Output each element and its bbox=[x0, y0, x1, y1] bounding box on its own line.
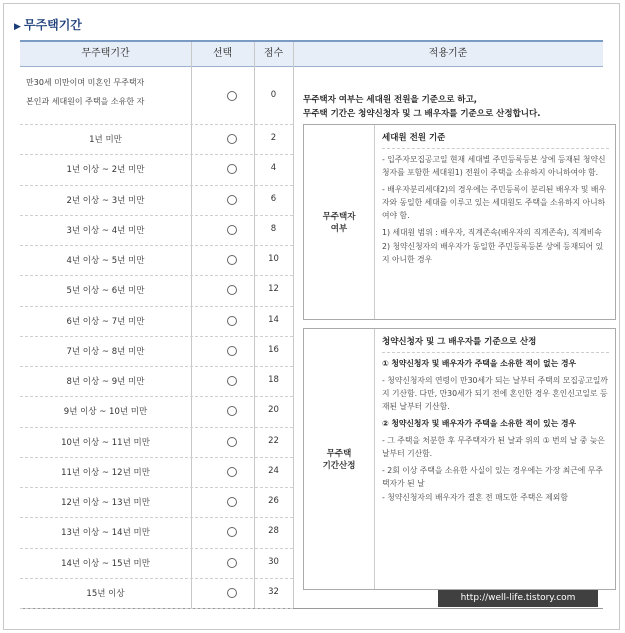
score-radio[interactable] bbox=[227, 588, 237, 598]
score-value: 30 bbox=[268, 556, 279, 567]
table-row bbox=[20, 336, 293, 367]
score-radio[interactable] bbox=[227, 558, 237, 568]
box-content bbox=[382, 329, 609, 504]
box-content bbox=[382, 125, 609, 266]
score-radio[interactable] bbox=[227, 346, 237, 356]
box-paragraph: - 배우자분리세대2)의 경우에는 주민등록이 분리된 배우자 및 배우자와 동일한 세대를 이루고 있는 세대원도 주택을 소유하지 아니하여야 함. bbox=[382, 185, 606, 220]
table-header bbox=[20, 42, 603, 67]
period-label: 1년 미만 bbox=[89, 135, 122, 146]
box-label-line: 무주택 bbox=[326, 449, 352, 459]
table-row bbox=[20, 578, 293, 609]
table-row bbox=[20, 548, 293, 579]
table-row bbox=[20, 245, 293, 276]
period-label: 4년 이상 ~ 5년 미만 bbox=[66, 256, 145, 267]
header-score: 점수 bbox=[263, 48, 284, 59]
box-note: 2) 청약신청자의 배우자가 동일한 주민등록등본 상에 등재되어 있지 아니한 경우 bbox=[382, 242, 604, 264]
score-radio[interactable] bbox=[227, 527, 237, 537]
table-row bbox=[20, 487, 293, 518]
score-value: 14 bbox=[268, 314, 279, 325]
table-row bbox=[20, 427, 293, 458]
table-row bbox=[20, 185, 293, 216]
score-value: 24 bbox=[268, 465, 279, 476]
table-row bbox=[20, 457, 293, 488]
first-row-line1: 만30세 미만이며 미혼인 무주택자 bbox=[26, 78, 145, 87]
header-period: 무주택기간 bbox=[81, 48, 130, 59]
score-value: 8 bbox=[270, 223, 277, 234]
box-paragraph: - 청약신청자의 연령이 만30세가 되는 날부터 주택의 모집공고일까지 기산함. 다만, 만30세가 되기 전에 혼인한 경우 혼인신고일로 등재된 날부터 기산함. bbox=[382, 376, 608, 411]
score-radio[interactable] bbox=[227, 225, 237, 235]
box-label-line: 여부 bbox=[330, 224, 348, 234]
score-value: 12 bbox=[268, 284, 279, 295]
score-value: 18 bbox=[268, 375, 279, 386]
period-label: 10년 이상 ~ 11년 미만 bbox=[61, 437, 150, 448]
score-radio[interactable] bbox=[227, 91, 237, 101]
period-label: 8년 이상 ~ 9년 미만 bbox=[66, 377, 145, 388]
score-value: 26 bbox=[268, 496, 279, 507]
divider bbox=[382, 148, 609, 149]
period-label: 5년 이상 ~ 6년 미만 bbox=[66, 286, 145, 297]
box-heading: 세대원 전원 기준 bbox=[382, 133, 446, 143]
box-case: ② 청약신청자 및 배우자가 주택을 소유한 적이 있는 경우 bbox=[382, 419, 577, 428]
score-radio[interactable] bbox=[227, 467, 237, 477]
score-value: 16 bbox=[268, 344, 279, 355]
section-title-text: 무주택기간 bbox=[23, 18, 82, 32]
table-row bbox=[20, 517, 293, 548]
box-paragraph: - 그 주택을 처분한 후 무주택자가 된 날과 위의 ① 번의 날 중 늦은 날부터 기산함. bbox=[382, 436, 605, 458]
score-value: 6 bbox=[270, 193, 277, 204]
box-heading: 청약신청자 및 그 배우자를 기준으로 산정 bbox=[382, 337, 537, 347]
score-value: 2 bbox=[270, 133, 277, 144]
score-radio[interactable] bbox=[227, 195, 237, 205]
criteria-box-period bbox=[303, 328, 616, 590]
score-radio[interactable] bbox=[227, 316, 237, 326]
score-value: 28 bbox=[268, 526, 279, 537]
period-label: 11년 이상 ~ 12년 미만 bbox=[61, 467, 150, 478]
score-radio[interactable] bbox=[227, 285, 237, 295]
period-label: 12년 이상 ~ 13년 미만 bbox=[61, 498, 150, 509]
table-row bbox=[20, 275, 293, 306]
box-case: ① 청약신청자 및 배우자가 주택을 소유한 적이 없는 경우 bbox=[382, 359, 577, 368]
score-radio[interactable] bbox=[227, 376, 237, 386]
period-label: 9년 이상 ~ 10년 미만 bbox=[63, 407, 148, 418]
score-radio[interactable] bbox=[227, 406, 237, 416]
score-value: 20 bbox=[268, 405, 279, 416]
box-paragraph: - 입주자모집공고일 현재 세대별 주민등록등본 상에 등재된 청약신청자를 포함한 세대원1) 전원이 주택을 소유하지 아니하여야 함. bbox=[382, 155, 606, 177]
score-radio[interactable] bbox=[227, 255, 237, 265]
box-note: - 청약신청자의 배우자가 결혼 전 매도한 주택은 제외함 bbox=[382, 493, 568, 502]
score-value: 10 bbox=[268, 254, 279, 265]
box-note: 1) 세대원 범위 : 배우자, 직계존속(배우자의 직계존속), 직계비속 bbox=[382, 228, 602, 237]
table-row bbox=[20, 396, 293, 427]
header-select: 선택 bbox=[212, 48, 233, 59]
score-radio[interactable] bbox=[227, 164, 237, 174]
criteria-box-household bbox=[303, 124, 616, 320]
table-row bbox=[20, 154, 293, 185]
score-radio[interactable] bbox=[227, 134, 237, 144]
score-radio[interactable] bbox=[227, 437, 237, 447]
period-label: 3년 이상 ~ 4년 미만 bbox=[66, 225, 145, 236]
score-table bbox=[20, 40, 608, 609]
period-label: 1년 이상 ~ 2년 미만 bbox=[66, 165, 145, 176]
box-label-line: 무주택자 bbox=[322, 212, 356, 222]
divider bbox=[382, 352, 609, 353]
period-label: 7년 이상 ~ 8년 미만 bbox=[66, 346, 145, 357]
score-value: 32 bbox=[268, 586, 279, 597]
watermark: http://well-life.tistory.com bbox=[438, 590, 598, 607]
criteria-intro-2: 무주택 기간은 청약신청자 및 그 배우자를 기준으로 산정합니다. bbox=[303, 109, 541, 119]
period-label: 2년 이상 ~ 3년 미만 bbox=[66, 195, 145, 206]
box-label bbox=[304, 329, 375, 589]
score-value: 4 bbox=[270, 163, 277, 174]
box-label bbox=[304, 125, 375, 319]
period-label: 15년 이상 bbox=[86, 588, 125, 599]
period-label: 6년 이상 ~ 7년 미만 bbox=[66, 316, 145, 327]
criteria-intro-1: 무주택자 여부는 세대원 전원을 기준으로 하고, bbox=[303, 95, 478, 105]
column-divider bbox=[293, 42, 294, 608]
score-value: 22 bbox=[268, 435, 279, 446]
table-row bbox=[20, 306, 293, 337]
box-note: - 2회 이상 주택을 소유한 사실이 있는 경우에는 가장 최근에 무주택자가 된 날 bbox=[382, 466, 603, 488]
box-label-line: 기간산정 bbox=[322, 461, 356, 471]
score-radio[interactable] bbox=[227, 497, 237, 507]
period-label: 13년 이상 ~ 14년 미만 bbox=[61, 528, 150, 539]
first-row-line2: 본인과 세대원이 주택을 소유한 자 bbox=[26, 97, 145, 106]
period-label: 14년 이상 ~ 15년 미만 bbox=[61, 558, 150, 569]
table-row-first bbox=[20, 66, 293, 125]
table-row bbox=[20, 215, 293, 246]
header-criteria: 적용기준 bbox=[428, 48, 468, 59]
table-row bbox=[20, 124, 293, 155]
table-row bbox=[20, 366, 293, 397]
triangle-bullet-icon: ▶ bbox=[14, 22, 21, 32]
section-title bbox=[14, 16, 82, 33]
score-value: 0 bbox=[270, 90, 277, 100]
